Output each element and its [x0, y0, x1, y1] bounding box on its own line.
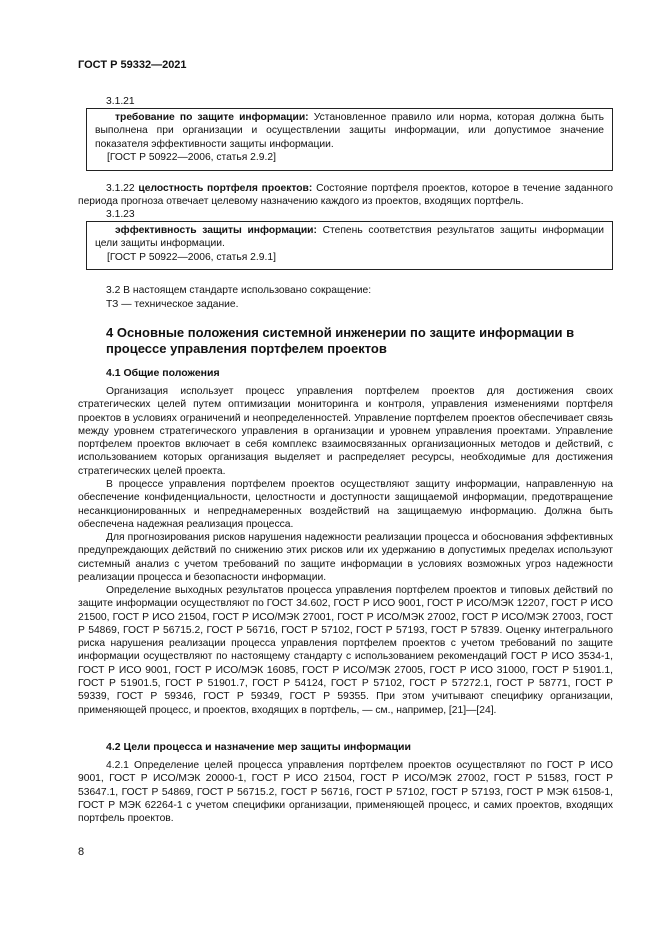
term-name: эффективность защиты информации:: [115, 225, 317, 236]
term-box-3-1-21: [86, 108, 613, 171]
term-3-1-22: [78, 182, 613, 209]
term-number-3-1-22: 3.1.22: [106, 183, 135, 194]
document-header: ГОСТ Р 59332—2021: [78, 59, 187, 71]
term-definition-3-1-23: [87, 222, 612, 251]
abbreviation-intro: 3.2 В настоящем стандарте использовано сокращение:: [106, 285, 372, 296]
abbreviation-item: ТЗ — техническое задание.: [106, 299, 239, 310]
paragraph-4-1-4: Определение выходных результатов процесса управления портфелем проектов и типовых действий по защите информации осуществляют по ГОСТ 34.602, ГОСТ Р ИСО 9001, ГОСТ Р ИСО/МЭК 12207, ГОСТ Р ИСО 21500, ГОСТ Р ИСО 21504, ГОСТ Р ИСО/МЭК 27001, ГОСТ Р ИСО/МЭК 27002, ГОСТ Р ИСО/МЭК 27003, ГОСТ Р 54869, ГОСТ Р 56715.2, ГОСТ Р 56716, ГОСТ Р 57102, ГОСТ Р 57193, ГОСТ Р 57839. Оценку интегрального риска нарушения реализации процесса управления портфелем проектов с учетом требований по защите информации осуществляют по настоящему стандарту с использованием рекомендаций ГОСТ Р ИСО 3534-1, ГОСТ Р ИСО 9001, ГОСТ Р ИСО/МЭК 16085, ГОСТ Р ИСО/МЭК 27005, ГОСТ Р ИСО 31000, ГОСТ Р 51901.1, ГОСТ Р 51901.5, ГОСТ Р 51901.7, ГОСТ Р 54124, ГОСТ Р 57102, ГОСТ Р 57272.1, ГОСТ Р 58771, ГОСТ Р 59339, ГОСТ Р 59346, ГОСТ Р 59349, ГОСТ Р 59355. При этом учитывают специфику организации, применяющей процесс, и проектов, входящих в портфель, — см., например, [21]—[24].: [78, 585, 613, 716]
paragraph-4-1-2: В процессе управления портфелем проектов осуществляют защиту информации, направленную на обеспечение конфиденциальности, целостности и доступности защищаемой информации, предотвращение несанкционированных и непреднамеренных воздействий на защищаемую информацию. Должна быть обеспечена надежная реализация процесса.: [78, 479, 613, 530]
term-number-3-1-23: 3.1.23: [106, 209, 135, 220]
term-text: Состояние портфеля проектов, которое в течение заданного периода прогноза отвечает целевому назначению каждого из проектов, входящих портфель.: [78, 183, 613, 208]
paragraph-4-2-1: 4.2.1 Определение целей процесса управления портфелем проектов осуществляют по ГОСТ Р ИСО 9001, ГОСТ Р ИСО/МЭК 20000-1, ГОСТ Р ИСО 21504, ГОСТ Р ИСО/МЭК 27002, ГОСТ Р 51583, ГОСТ Р 53647.1, ГОСТ Р 54869, ГОСТ Р 56715.2, ГОСТ Р 56716, ГОСТ Р 57102, ГОСТ Р 57193, ГОСТ Р МЭК 61508-1, ГОСТ Р МЭК 62264-1 с учетом специфики организации, применяющей процесс, и самих проектов, входящих портфель проектов.: [78, 760, 613, 825]
term-name: целостность портфеля проектов:: [138, 183, 313, 194]
subsection-4-1-title: 4.1 Общие положения: [106, 367, 220, 379]
page-number: 8: [78, 846, 85, 858]
term-box-3-1-23: [86, 221, 613, 270]
paragraph-4-1-3: Для прогнозирования рисков нарушения надежности реализации процесса и обоснования эффективных предупреждающих действий по снижению этих рисков или их удержанию в допустимых пределах используют системный анализ с учетом требований по защите информации в условиях возможных угроз надежности реализации процесса и безопасности информации.: [78, 532, 613, 583]
term-reference: [ГОСТ Р 50922—2006, статья 2.9.1]: [107, 251, 276, 263]
term-name: требование по защите информации:: [115, 112, 309, 123]
section-4-title: 4 Основные положения системной инженерии по защите информации в процессе управления портфелем проектов: [106, 325, 575, 356]
term-text: Степень соответствия результатов защиты информации цели защиты информации.: [95, 225, 605, 250]
subsection-4-2-title: 4.2 Цели процесса и назначение мер защиты информации: [106, 741, 411, 753]
term-definition-3-1-21: [87, 109, 612, 151]
term-number-3-1-21: 3.1.21: [106, 96, 135, 107]
term-reference: [ГОСТ Р 50922—2006, статья 2.9.2]: [107, 151, 276, 163]
paragraph-4-1-1: Организация использует процесс управления портфелем проектов для достижения своих стратегических целей путем оптимизации мониторинга и контроля, управления изменениями портфеля проектов в условиях ограничений и неопределенностей. Управление портфелем проектов обеспечивает связь между уровнем стратегического управления в организации и уровнем управления проектами. Управление портфелем проектов включает в себя комплекс взаимосвязанных организационных методов и действий, с использованием которых организация выделяет и распределяет ресурсы, необходимые для достижения стратегических целей проекта.: [78, 386, 613, 477]
term-text: Установленное правило или норма, которая должна быть выполнена при организации и осуществлении защиты информации, или допустимое значение показателя эффективности защиты информации.: [95, 112, 605, 150]
